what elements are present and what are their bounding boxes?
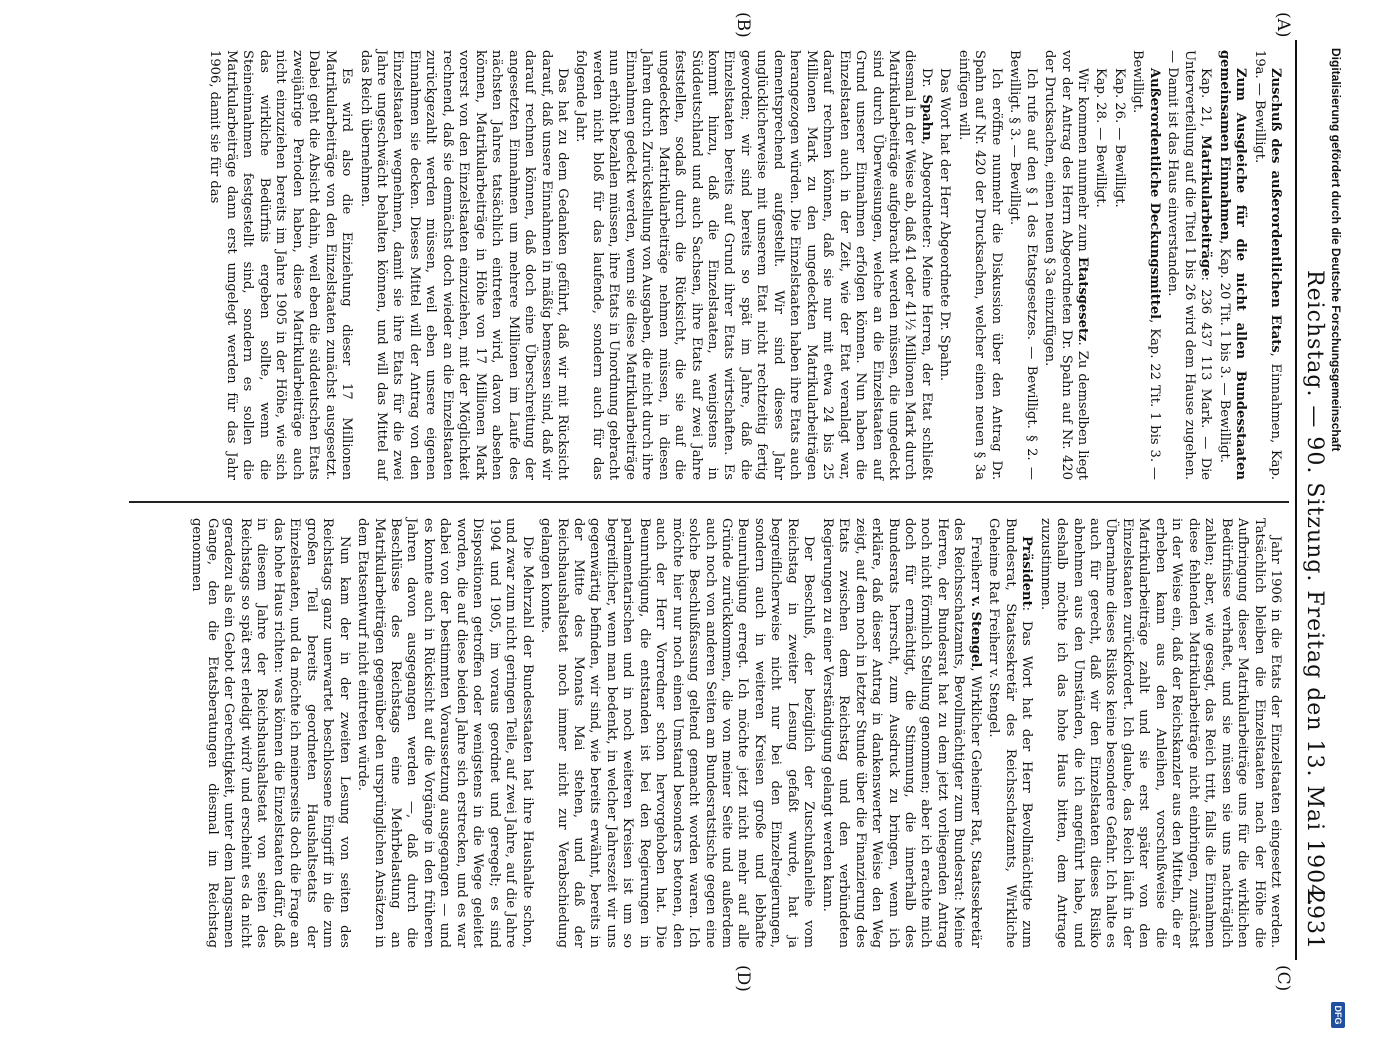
page-header [1295,40,1331,960]
paragraph: Kap. 28. — Bewilligt. [1093,68,1109,208]
margin-marker-a: (A) [1273,12,1293,38]
text-column-left [204,50,1283,480]
paragraph: Kap. 26. — Bewilligt. [1111,68,1127,208]
paragraph: Das Wort hat der Herr Abgeordnete Dr. Spahn. [937,68,953,382]
paragraph: Freiherr v. Stengel, Wirklicher Geheimer Rat, Staatssekretär des Reichsschatzamts, Bevollmächtigter zum Bundesrat: Meine Herren, der Bundesrat hat zu dem jetzt vorliegenden Antrag noch nicht förmlich Stellung genommen; aber ich erachte mich doch für ermächtigt, die Stimmung, die innerhalb des Bundesrats herrscht, zum Ausdruck zu bringen, wenn ich erkläre, daß dieser Antrag in dankenswerter Weise den Weg zeigt, auf dem noch in letzter Stunde über die Finanzierung des Etats zwischen dem Reichstag und den verbündeten Regierungen zu einer Verständigung gelangt werden kann. [819,518,983,948]
paragraph: Außerordentliche Deckungsmittel, Kap. 22 Tit. 1 bis 3. — Bewilligt. [1130,50,1162,480]
credit-text: Digitalisierung gefördert durch die Deutsche Forschungsgemeinschaft [1329,48,1343,452]
paragraph: Präsident: Das Wort hat der Herr Bevollmächtigte zum Bundesrat, Staatssekretär des Reichsschatzamts, Wirkliche Geheime Rat Freiherr v. Stengel. [986,518,1035,948]
paragraph: Zum Ausgleiche für die nicht allen Bundesstaaten gemeinsamen Einnahmen, Kap. 20 Tit. 1 bis 3. — Bewilligt. [1216,50,1249,480]
paragraph: Wir kommen nunmehr zum Etatsgesetz. Zu demselben liegt vor der Antrag des Herrn Abgeordneten Dr. Spahn auf Nr. 420 der Drucksachen, einen neuen § 3a einzufügen. [1042,50,1091,480]
paragraph: Der Beschluß, der bezüglich der Zuschußanleihe vom Reichstag in zweiter Lesung gefaßt wurde, hat ja begreiflicherweise nicht nur bei den Einzelregierungen, sondern auch in weiteren Kreisen große und lebhafte Beunruhigung erregt. Ich möchte jetzt nicht mehr auf alle Gründe zurückkommen, die von meiner Seite und außerdem auch noch von anderen Seiten am Bundesratstische gegen eine solche Beschlußfassung geltend gemacht worden waren. Ich möchte hier nur noch einen Umstand besonders betonen, den auch der Herr Vorredner schon hervorgehoben hat. Die Beunruhigung, die entstanden ist bei den Regierungen in parlamentarischen und in noch weiteren Kreisen ist um so begreiflicher, wenn man bedenkt, in welcher Jahreszeit wir uns gegenwärtig befinden, wir sind, wie bereits erwähnt, bereits in der Mitte des Monats Mai stehen, und daß der Reichshaushaltsetat noch immer nicht zur Verabschiedung gelangen konnte. [538,518,817,948]
paragraph: Dr. Spahn, Abgeordneter: Meine Herren, der Etat schließt diesmal in der Weise ab, daß 41 oder 41½ Millionen Mark durch Matrikularbeiträge aufgebracht werden müssen, die ungedeckt sind durch Überweisungen, welche an die Einzelstaaten auf Grund unserer Einnahmen erfolgen können. Nun haben die Einzelstaaten auch in der Zeit, wie der Etat veranlagt war, darauf rechnen können, daß sie nur mit etwa 24 bis 25 Millionen Mark zu den ungedeckten Matrikularbeiträgen herangezogen würden. Die Einzelstaaten haben ihre Etats auch dementsprechend aufgestellt. Wir sind dieses Jahr unglücklicherweise mit unserem Etat nicht rechtzeitig fertig geworden; wir sind bereits so spät im Jahre, daß die Einzelstaaten bereits auf Grund ihrer Etats wirtschaften. Es kommt hinzu, daß die Einzelstaaten, wenigstens in Süddeutschland und auch Sachsen, ihre Etats auf zwei Jahre feststellen, sodaß durch die Rücksicht, die sie auf die ungedeckten Matrikularbeiträge nehmen müssen, in diesen Jahren durch Zurückstellung von Ausgaben, die nicht durch ihre Einnahmen gedeckt werden, wenn sie diese Matrikularbeiträge nun erhöht bezahlen müssen, ihre Etats in Unordnung gebracht werden nicht bloß für das laufende, sondern auch für das folgende Jahr. [573,50,934,480]
paragraph: Jahr 1906 in die Etats der Einzelstaaten eingesetzt werden. Tatsächlich bleiben die Einzelstaaten nach der Höhe die Aufbringung dieser Matrikularbeiträge uns für die wirklichen Bedürfnisse verhaftet, und sie müssen sie uns nachträglich zahlen; aber, wie gesagt, das Reich tritt, falls die Einnahmen diese fehlenden Matrikularbeiträge nicht einbringen, zunächst in der Weise ein, daß der Reichskanzler aus den Mitteln, die er erheben kann aus den Anleihen, vorschußweise die Matrikularbeiträge zahlt und sie erst später von den Einzelstaaten zurückfordert. Ich glaube, das Reich läuft in der Übernahme dieses Risikos keine besondere Gefahr. Ich halte es auch für gerecht, daß wir den Einzelstaaten dieses Risiko abnehmen aus den Umständen, die ich angeführt habe, und deshalb möchte ich das hohe Haus bitten, dem Antrage zuzustimmen. [1037,518,1283,948]
margin-marker-b: (B) [733,12,753,38]
column-divider [129,501,1289,503]
paragraph: Kap. 21, Matrikularbeiträge: 236 437 113 Mark. — Die Unterverteilung auf die Titel 1 bis 26 wird dem Hause zugehen. — Damit ist das Haus einverstanden. [1165,50,1214,481]
margin-marker-c: (C) [1273,965,1293,992]
document-sheet [63,12,1353,1025]
text-column-right [185,518,1283,948]
paragraph: Es wird also die Einziehung dieser 17 Millionen Matrikularbeiträge von den Einzelstaaten zunächst ausgesetzt. Dabei geht die Absicht dahin, weil eben die süddeutschen Etats zweijährige Perioden haben, diese Matrikularbeiträge auch nicht einzuziehen bereits im Jahre 1905 in der Höhe, wie sich das wirkliche Bedürfnis ergeben sollte, wenn die Steineinnahmen festgestellt sind, sondern es sollen die Matrikularbeiträge dann erst umgelegt werden für das Jahr 1906, damit sie für das [207,50,355,480]
running-title: Reichstag. — 90. Sitzung. Freitag den 13. Mai 1904. [1302,270,1327,908]
paragraph: Die Mehrzahl der Bundesstaaten hat ihre Haushalte schon, und zwar zum nicht geringen Teile, auf zwei Jahre, auf die Jahre 1904 und 1905, im voraus geordnet und geregelt; es sind Dispositionen getroffen oder wenigstens in die Wege geleitet worden, die auf diese beiden Jahre sich erstrecken, und es war dabei von der bestimmten Voraussetzung ausgegangen — und es konnte auch in Rücksicht auf die Vorgänge in den früheren Jahren davon ausgegangen werden —, daß durch die Beschlüsse des Reichstags eine Mehrbelastung an Matrikularbeiträgen gegenüber den ursprünglichen Ansätzen in dem Etatsentwurf nicht eintreten würde. [355,518,535,948]
paragraph: Nun kam der in der zweiten Lesung von seiten des Reichstags ganz unerwartet beschlossene Eingriff in die zum großen Teil bereits geordneten Haushaltsetats der Einzelstaaten, und da möchte ich meinerseits doch die Frage an das hohe Haus richten: was können die Einzelstaaten dafür, daß in diesem Jahre der Reichshaushaltsetat von seiten des Reichstags so spät erst erledigt wird? und erscheint es da nicht geradezu als ein Gebot der Gerechtigkeit, unter dem langsamen Gange, den die Etatsberatungen diesmal im Reichstag genommen [188,518,352,948]
page-number: 2931 [1302,890,1327,950]
paragraph: Ich rufe auf den § 1 des Etatsgesetzes. — Bewilligt. § 2. — Bewilligt. § 3. — Bewilligt. [1007,50,1039,480]
dfg-logo: DFG [1331,1002,1345,1028]
margin-marker-d: (D) [733,965,753,992]
paragraph: Zuschuß des außerordentlichen Etats, Einnahmen, Kap. 19a. — Bewilligt. [1251,50,1283,480]
paragraph: Das hat zu dem Gedanken geführt, daß wir mit Rücksicht darauf, daß unsere Einnahmen in mäßig bemessen sind, daß wir darauf rechnen können, daß doch eine Überschreitung der angesetzten Einnahmen um mehrere Millionen im Laufe des nächsten Jahres tatsächlich eintreten wird, davon absehen können, Matrikularbeiträge in Höhe von 17 Millionen Mark vorerst von den Einzelstaaten einzuziehen, mit der Möglichkeit rechnend, daß sie demnächst doch wieder an die Einzelstaaten zurückgezahlt werden müssen, weil eben unsere eigenen Einnahmen sie decken. Dieses Mittel will der Antrag von den Einzelstaaten wegnehmen, damit sie ihre Etats für die zwei Jahre ungeschwächt behalten können, und will das Mittel auf das Reich übernehmen. [357,50,570,480]
paragraph: Ich eröffne nunmehr die Diskussion über den Antrag Dr. Spahn auf Nr. 420 der Drucksachen, welcher einen neuen § 3a einfügen will. [955,50,1004,480]
